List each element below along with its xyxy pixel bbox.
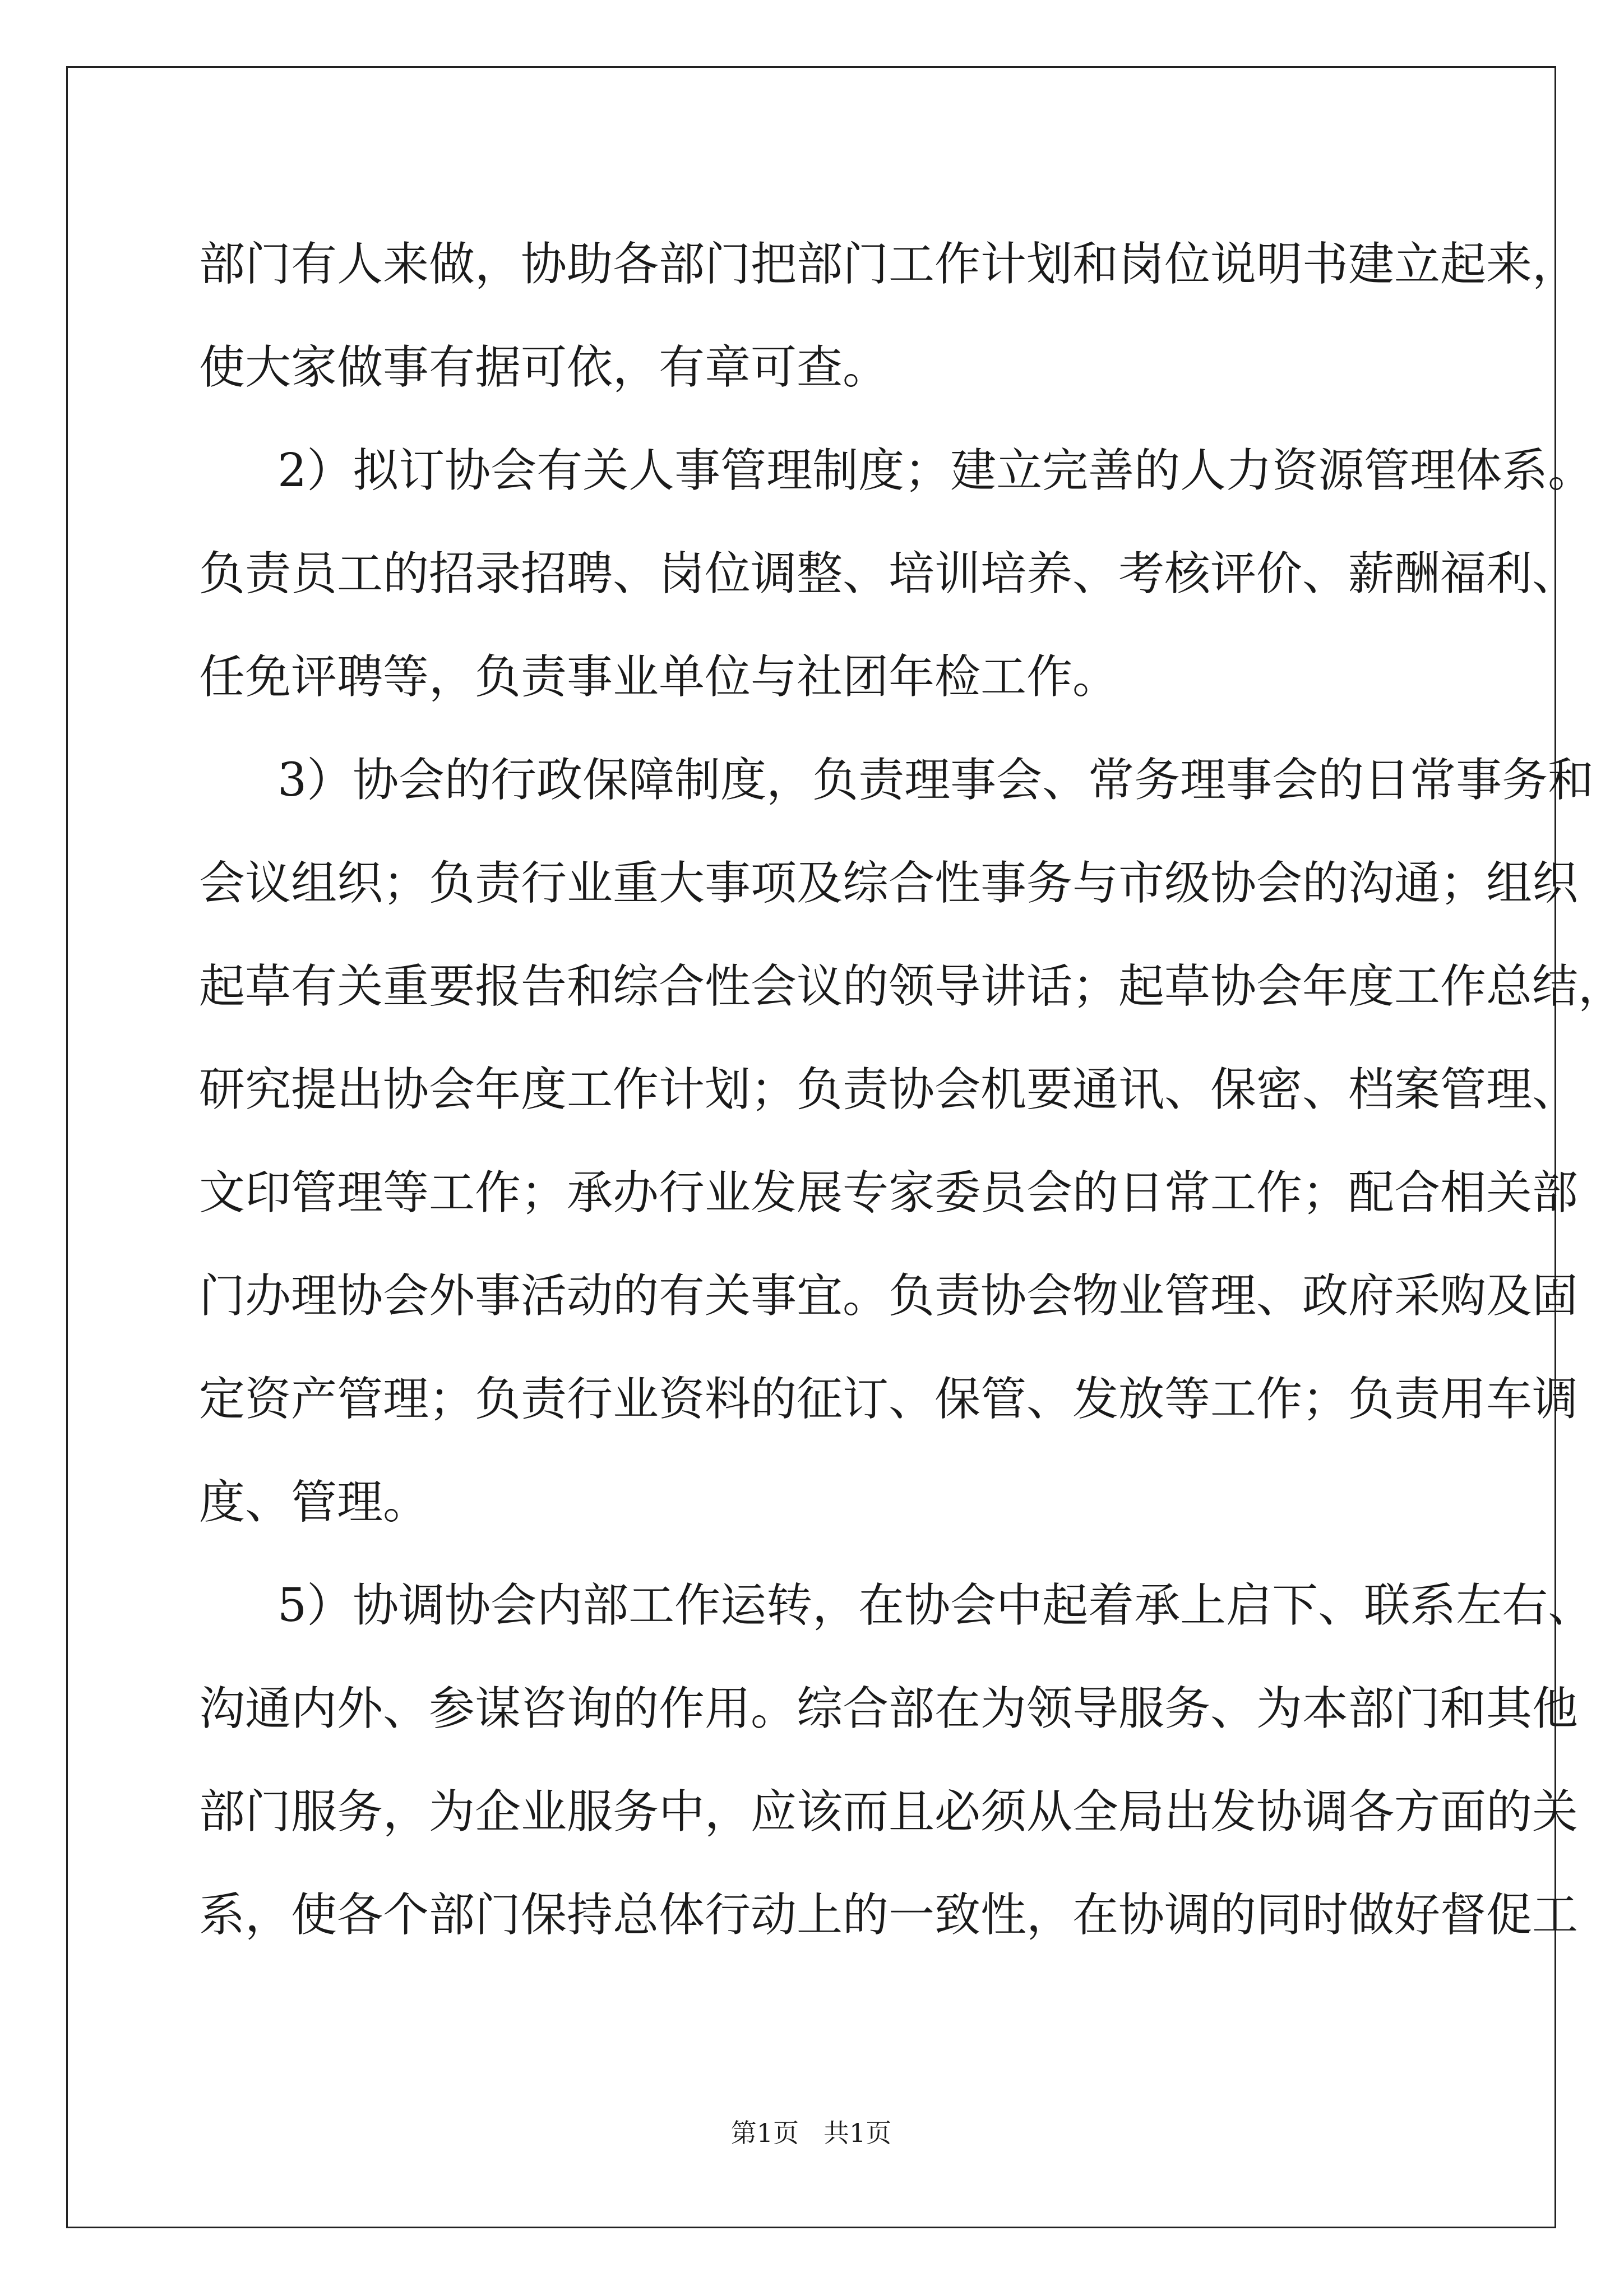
page-total: 共1页 xyxy=(823,2118,892,2148)
text-line: 起草有关重要报告和综合性会议的领导讲话；起草协会年度工作总结， xyxy=(199,960,1624,1013)
text-line: 系，使各个部门保持总体行动上的一致性，在协调的同时做好督促工 xyxy=(199,1888,1579,1942)
text-line: 2）拟订协会有关人事管理制度；建立完善的人力资源管理体系。 xyxy=(277,444,1594,497)
text-line: 负责员工的招录招聘、岗位调整、培训培养、考核评价、薪酬福利、 xyxy=(199,547,1579,601)
page-footer xyxy=(0,2113,1622,2150)
text-line: 定资产管理；负责行业资料的征订、保管、发放等工作；负责用车调 xyxy=(199,1373,1579,1426)
text-line: 任免评聘等，负责事业单位与社团年检工作。 xyxy=(199,650,1119,704)
text-line: 研究提出协会年度工作计划；负责协会机要通讯、保密、档案管理、 xyxy=(199,1063,1579,1116)
text-line: 门办理协会外事活动的有关事宜。负责协会物业管理、政府采购及固 xyxy=(199,1269,1579,1323)
page-number: 第1页 xyxy=(730,2118,799,2148)
text-line: 使大家做事有据可依，有章可查。 xyxy=(199,341,889,394)
text-line: 沟通内外、参谋咨询的作用。综合部在为领导服务、为本部门和其他 xyxy=(199,1682,1579,1735)
text-line: 部门服务，为企业服务中，应该而且必须从全局出发协调各方面的关 xyxy=(199,1785,1579,1839)
text-line: 度、管理。 xyxy=(199,1476,429,1529)
text-line: 部门有人来做，协助各部门把部门工作计划和岗位说明书建立起来， xyxy=(199,238,1579,291)
text-line: 会议组织；负责行业重大事项及综合性事务与市级协会的沟通；组织 xyxy=(199,857,1579,910)
document-body xyxy=(199,213,1624,1967)
text-line: 5）协调协会内部工作运转，在协会中起着承上启下、联系左右、 xyxy=(277,1579,1594,1632)
text-line: 文印管理等工作；承办行业发展专家委员会的日常工作；配合相关部 xyxy=(199,1166,1579,1220)
text-line: 3）协会的行政保障制度，负责理事会、常务理事会的日常事务和 xyxy=(277,754,1594,807)
